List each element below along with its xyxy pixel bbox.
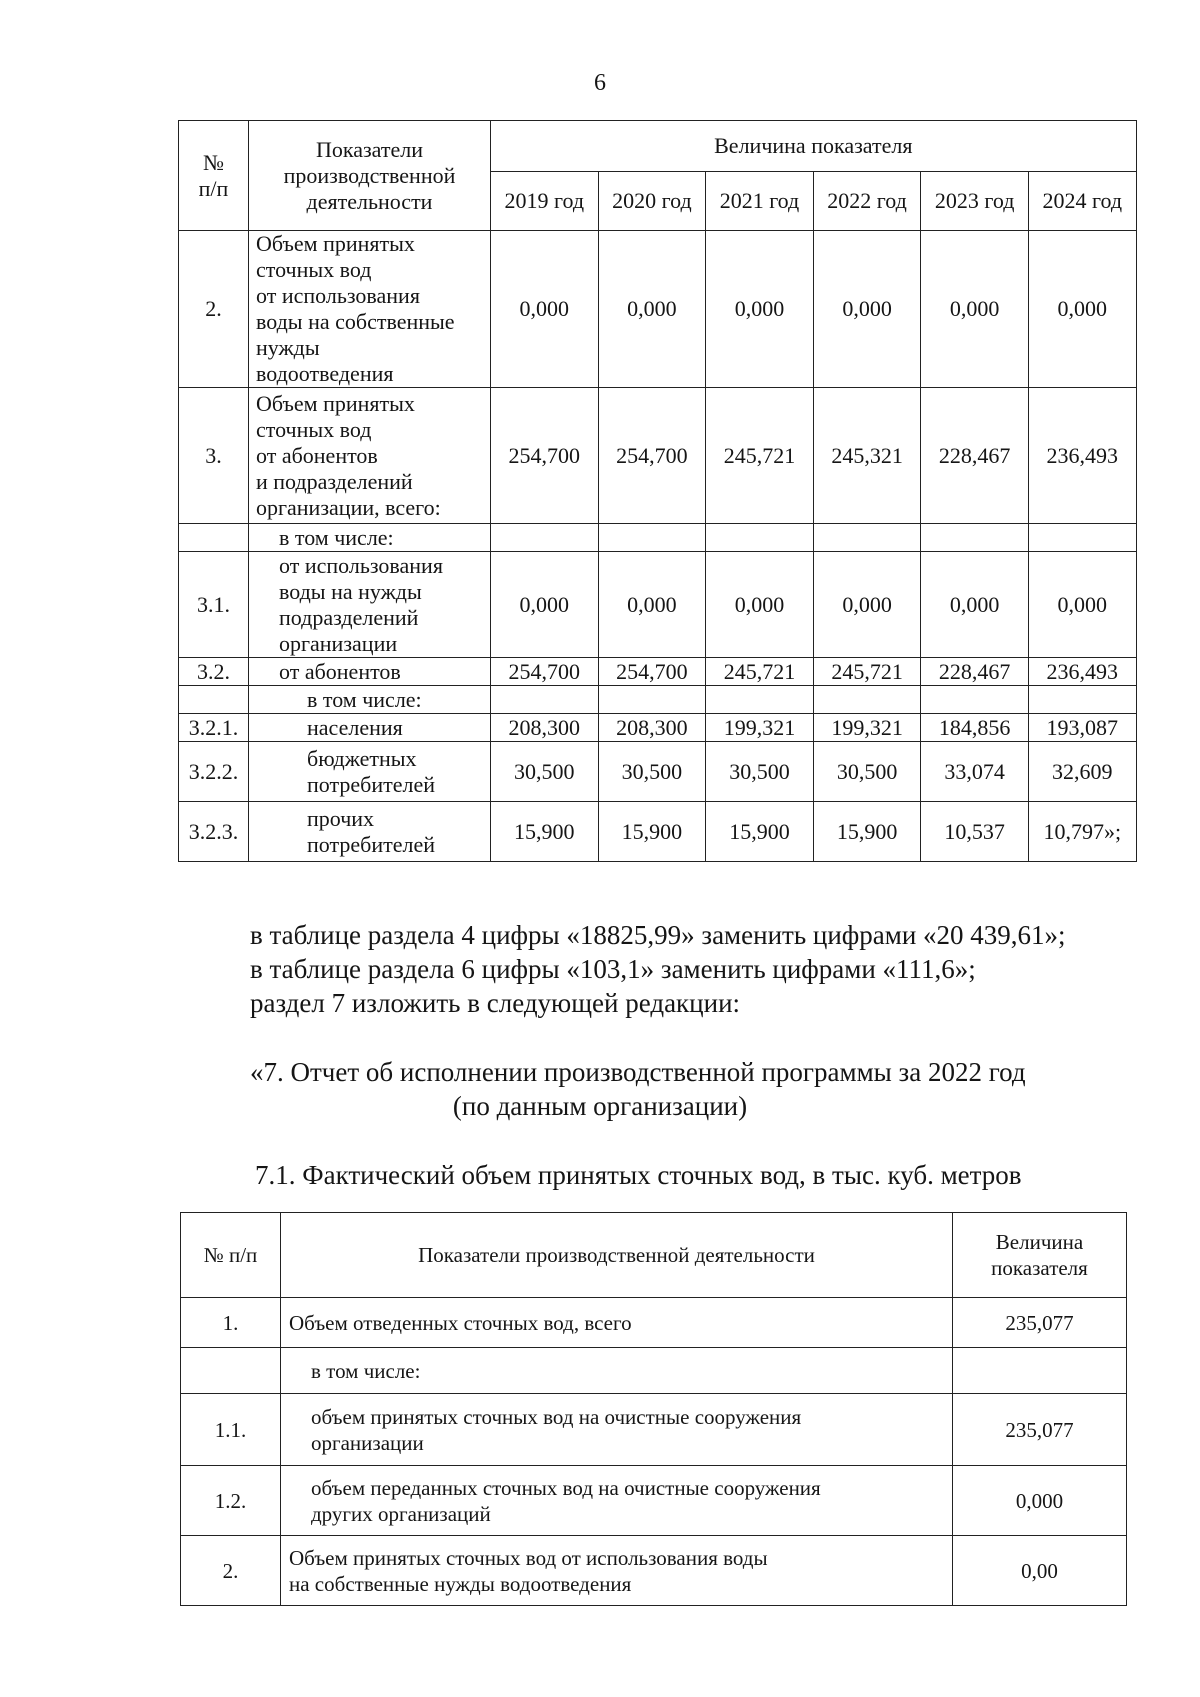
table-row — [181, 1536, 1127, 1606]
cell-value: 0,000 — [706, 552, 814, 658]
table-row — [179, 524, 1137, 552]
row-label: в том числе: — [249, 524, 491, 552]
actual-volume-table — [180, 1212, 1127, 1606]
table-row — [181, 1466, 1127, 1536]
row-number: 2. — [179, 231, 249, 388]
cell-value: 30,500 — [706, 742, 814, 802]
row-number: 1. — [181, 1298, 281, 1348]
row-number — [181, 1348, 281, 1394]
cell-value — [706, 524, 814, 552]
table-row — [181, 1394, 1127, 1466]
row-number: 3.1. — [179, 552, 249, 658]
page-number: 6 — [594, 70, 606, 96]
cell-value: 254,700 — [491, 658, 599, 686]
cell-value: 0,000 — [1028, 231, 1136, 388]
row-number: 3.2.1. — [179, 714, 249, 742]
cell-value: 0,000 — [598, 231, 706, 388]
cell-value — [921, 524, 1029, 552]
cell-value: 245,721 — [706, 388, 814, 524]
row-label: прочих потребителей — [249, 802, 491, 862]
cell-value — [598, 524, 706, 552]
cell-value: 30,500 — [598, 742, 706, 802]
row-number: 3.2.3. — [179, 802, 249, 862]
row-number: 3.2. — [179, 658, 249, 686]
cell-value: 245,721 — [813, 658, 921, 686]
year-header: 2020 год — [598, 172, 706, 231]
cell-value: 0,000 — [491, 552, 599, 658]
cell-value — [921, 686, 1029, 714]
paragraph-line: раздел 7 изложить в следующей редакции: — [250, 988, 741, 1018]
cell-value: 254,700 — [598, 658, 706, 686]
cell-value — [1028, 524, 1136, 552]
cell-value — [491, 686, 599, 714]
cell-value: 236,493 — [1028, 388, 1136, 524]
year-header: 2021 год — [706, 172, 814, 231]
row-label: объем переданных сточных вод на очистные сооружения других организаций — [281, 1466, 953, 1536]
number-column-header: № п/п — [181, 1213, 281, 1298]
year-header: 2019 год — [491, 172, 599, 231]
row-number — [179, 524, 249, 552]
section-heading-line: (по данным организации) — [452, 1091, 748, 1121]
cell-value: 15,900 — [491, 802, 599, 862]
year-header: 2024 год — [1028, 172, 1136, 231]
table-caption: 7.1. Фактический объем принятых сточных вод, в тыс. куб. метров — [255, 1160, 1022, 1190]
cell-value: 0,00 — [953, 1536, 1127, 1606]
cell-value: 184,856 — [921, 714, 1029, 742]
row-label: от абонентов — [249, 658, 491, 686]
value-group-header: Величина показателя — [491, 121, 1137, 172]
cell-value: 10,537 — [921, 802, 1029, 862]
row-label: Объем принятых сточных вод от использования воды на собственные нужды водоотведения — [281, 1536, 953, 1606]
row-label: в том числе: — [281, 1348, 953, 1394]
cell-value — [813, 686, 921, 714]
year-header: 2023 год — [921, 172, 1029, 231]
table-row — [179, 388, 1137, 524]
cell-value: 0,000 — [953, 1466, 1127, 1536]
table-row — [179, 686, 1137, 714]
cell-value: 235,077 — [953, 1298, 1127, 1348]
cell-value: 199,321 — [706, 714, 814, 742]
cell-value: 245,321 — [813, 388, 921, 524]
cell-value: 228,467 — [921, 658, 1029, 686]
cell-value: 30,500 — [491, 742, 599, 802]
row-number: 2. — [181, 1536, 281, 1606]
cell-value — [953, 1348, 1127, 1394]
row-label: в том числе: — [249, 686, 491, 714]
cell-value — [1028, 686, 1136, 714]
cell-value: 199,321 — [813, 714, 921, 742]
table-row — [179, 658, 1137, 686]
row-number: 3.2.2. — [179, 742, 249, 802]
amendment-paragraph — [250, 918, 1066, 1020]
number-column-header: № п/п — [179, 121, 249, 231]
row-label: Объем принятых сточных вод от использования воды на собственные нужды водоотведения — [249, 231, 491, 388]
cell-value: 208,300 — [491, 714, 599, 742]
table-row — [179, 714, 1137, 742]
row-number: 3. — [179, 388, 249, 524]
cell-value: 0,000 — [491, 231, 599, 388]
paragraph-line: в таблице раздела 6 цифры «103,1» заменить цифрами «111,6»; — [250, 954, 976, 984]
cell-value — [813, 524, 921, 552]
cell-value: 10,797»; — [1028, 802, 1136, 862]
table-row — [181, 1298, 1127, 1348]
year-header: 2022 год — [813, 172, 921, 231]
table-row — [181, 1348, 1127, 1394]
cell-value: 33,074 — [921, 742, 1029, 802]
cell-value: 208,300 — [598, 714, 706, 742]
cell-value: 0,000 — [921, 231, 1029, 388]
cell-value: 15,900 — [598, 802, 706, 862]
row-label: населения — [249, 714, 491, 742]
table-row — [179, 231, 1137, 388]
row-number: 1.1. — [181, 1394, 281, 1466]
table-row — [179, 742, 1137, 802]
row-label: Объем принятых сточных вод от абонентов и подразделений организации, всего: — [249, 388, 491, 524]
table-row — [179, 552, 1137, 658]
row-number — [179, 686, 249, 714]
cell-value: 254,700 — [491, 388, 599, 524]
cell-value: 236,493 — [1028, 658, 1136, 686]
cell-value: 0,000 — [706, 231, 814, 388]
cell-value: 0,000 — [1028, 552, 1136, 658]
cell-value: 15,900 — [706, 802, 814, 862]
cell-value: 0,000 — [598, 552, 706, 658]
paragraph-line: в таблице раздела 4 цифры «18825,99» заменить цифрами «20 439,61»; — [250, 920, 1066, 950]
row-label: бюджетных потребителей — [249, 742, 491, 802]
row-label: Объем отведенных сточных вод, всего — [281, 1298, 953, 1348]
cell-value: 228,467 — [921, 388, 1029, 524]
section-heading-line: «7. Отчет об исполнении производственной программы за 2022 год — [250, 1057, 1026, 1087]
cell-value: 0,000 — [813, 552, 921, 658]
cell-value — [598, 686, 706, 714]
row-label: объем принятых сточных вод на очистные сооружения организации — [281, 1394, 953, 1466]
cell-value: 30,500 — [813, 742, 921, 802]
cell-value — [491, 524, 599, 552]
cell-value: 254,700 — [598, 388, 706, 524]
row-number: 1.2. — [181, 1466, 281, 1536]
row-label: от использования воды на нужды подразделений организации — [249, 552, 491, 658]
cell-value: 235,077 — [953, 1394, 1127, 1466]
cell-value: 245,721 — [706, 658, 814, 686]
indicators-by-year-table — [178, 120, 1137, 862]
cell-value — [706, 686, 814, 714]
cell-value: 0,000 — [921, 552, 1029, 658]
cell-value: 0,000 — [813, 231, 921, 388]
indicator-column-header: Показатели производственной деятельности — [281, 1213, 953, 1298]
cell-value: 193,087 — [1028, 714, 1136, 742]
table-row — [179, 802, 1137, 862]
cell-value: 32,609 — [1028, 742, 1136, 802]
indicator-column-header: Показатели производственной деятельности — [249, 121, 491, 231]
value-column-header: Величина показателя — [953, 1213, 1127, 1298]
cell-value: 15,900 — [813, 802, 921, 862]
